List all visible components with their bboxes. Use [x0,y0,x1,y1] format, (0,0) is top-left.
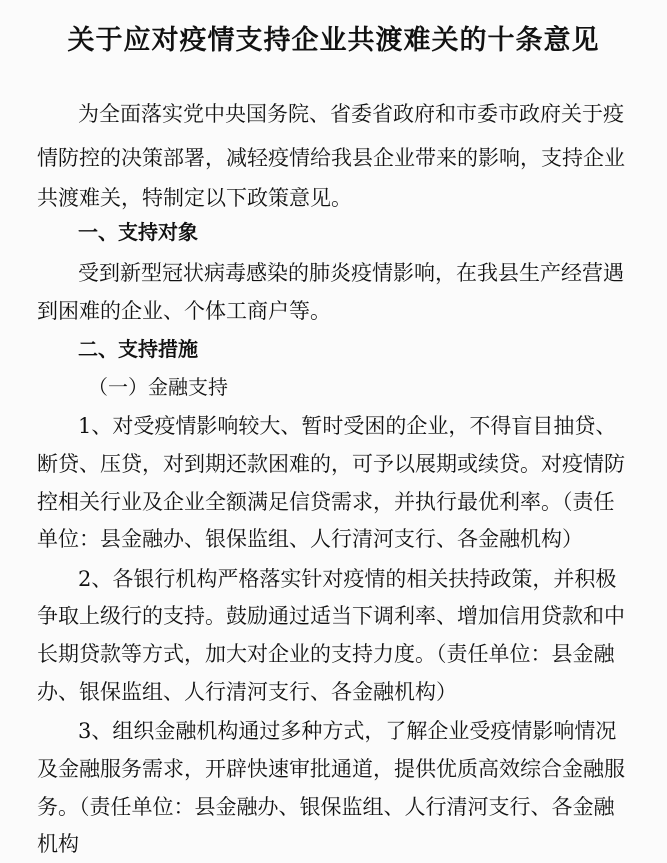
intro-line-3: 共渡难关，特制定以下政策意见。 [37,186,352,210]
section-1-line-2: 到困难的企业、个体工商户等。 [37,299,331,323]
section-1-line-1: 受到新型冠状病毒感染的肺炎疫情影响，在我县生产经营遇 [78,261,624,285]
item-2-line-4: 办、银保监组、人行清河支行、各金融机构） [37,680,457,704]
item-2-line-1: 2、各银行机构严格落实针对疫情的相关扶持政策，并积极 [78,567,617,591]
intro-line-2: 情防控的决策部署，减轻疫情给我县企业带来的影响，支持企业 [37,146,625,170]
item-1-line-1: 1、对受疫情影响较大、暂时受困的企业，不得盲目抽贷、 [78,414,617,438]
document-title: 关于应对疫情支持企业共渡难关的十条意见 [67,25,600,56]
section-1-heading: 一、支持对象 [78,220,198,244]
item-3-line-3: 务。（责任单位：县金融办、银保监组、人行清河支行、各金融 [37,795,615,819]
intro-line-1: 为全面落实党中央国务院、省委省政府和市委市政府关于疫 [78,102,624,126]
item-2-line-3: 长期贷款等方式，加大对企业的支持力度。（责任单位：县金融 [37,642,615,666]
item-1-line-4: 单位：县金融办、银保监组、人行清河支行、各金融机构） [37,527,583,551]
item-2-line-2: 争取上级行的支持。鼓励通过适当下调利率、增加信用贷款和中 [37,604,625,628]
item-3-line-4: 机构 [37,832,79,856]
item-1-line-3: 控相关行业及企业全额满足信贷需求，并执行最优利率。（责任 [37,490,615,514]
item-3-line-2: 及金融服务需求，开辟快速审批通道，提供优质高效综合金融服 [37,757,625,781]
item-3-line-1: 3、组织金融机构通过多种方式，了解企业受疫情影响情况 [78,719,617,743]
item-1-line-2: 断贷、压贷，对到期还款困难的，可予以展期或续贷。对疫情防 [37,452,625,476]
section-2-subheading: （一）金融支持 [88,375,228,399]
section-2-heading: 二、支持措施 [78,337,198,361]
